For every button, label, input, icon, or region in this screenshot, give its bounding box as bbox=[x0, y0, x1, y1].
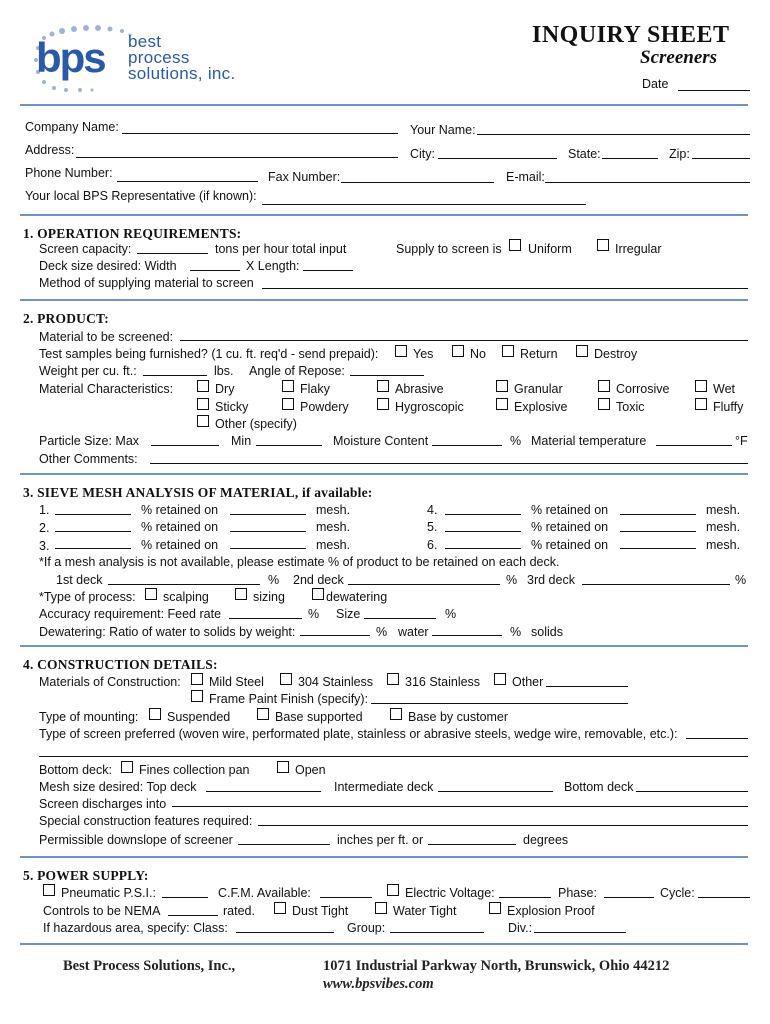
sieve-num-5: 5. bbox=[427, 520, 438, 534]
pneumatic-checkbox[interactable] bbox=[43, 884, 55, 896]
footer-address: 1071 Industrial Parkway North, Brunswick, Ohio 44212 bbox=[323, 958, 670, 974]
weight-field[interactable] bbox=[143, 375, 207, 376]
mat-temp-field[interactable] bbox=[656, 445, 732, 446]
voltage-field[interactable] bbox=[499, 897, 551, 898]
yes-checkbox[interactable] bbox=[395, 345, 407, 357]
bottom-label: Bottom deck bbox=[564, 780, 634, 794]
phase-label: Phase: bbox=[558, 886, 597, 900]
base-supported-checkbox[interactable] bbox=[257, 708, 269, 720]
sieve-pct-5-field[interactable] bbox=[445, 531, 521, 532]
dry-label: Dry bbox=[215, 382, 235, 396]
estimate-note: *If a mesh analysis is not available, please estimate % of product to be retained on each deck. bbox=[39, 555, 560, 569]
material-field[interactable] bbox=[180, 340, 748, 341]
logo-mark: bps bbox=[36, 34, 105, 81]
tons-label: tons per hour total input bbox=[215, 242, 347, 256]
fax-field[interactable] bbox=[341, 182, 494, 183]
x-length-label: X Length: bbox=[246, 259, 300, 273]
section-divider bbox=[20, 214, 748, 216]
inches-label: inches per ft. or bbox=[337, 833, 424, 847]
other-specify-label: Other (specify) bbox=[215, 417, 297, 431]
sieve-mesh-1-field[interactable] bbox=[230, 514, 306, 515]
moisture-label: Moisture Content bbox=[333, 434, 429, 448]
company-name-label: Company Name: bbox=[25, 120, 119, 134]
mesh-label: mesh. bbox=[316, 520, 351, 534]
email-label: E-mail: bbox=[506, 170, 545, 184]
phase-field[interactable] bbox=[604, 897, 654, 898]
corrosive-label: Corrosive bbox=[616, 382, 670, 396]
size-field[interactable] bbox=[364, 618, 436, 619]
other-comments-field[interactable] bbox=[150, 463, 748, 464]
weight-label: Weight per cu. ft.: bbox=[39, 364, 137, 378]
return-checkbox[interactable] bbox=[502, 345, 514, 357]
retained-label: % retained on bbox=[141, 538, 219, 552]
mounting-label: Type of mounting: bbox=[39, 710, 139, 724]
sieve-mesh-2-field[interactable] bbox=[230, 531, 306, 532]
base-customer-label: Base by customer bbox=[408, 710, 509, 724]
address-field[interactable] bbox=[76, 157, 398, 158]
div-label: Div.: bbox=[508, 921, 533, 935]
open-checkbox[interactable] bbox=[277, 761, 289, 773]
cfm-field[interactable] bbox=[320, 897, 372, 898]
pneumatic-label: Pneumatic P.S.I.: bbox=[61, 886, 156, 900]
screen-type-field[interactable] bbox=[686, 738, 748, 739]
mesh-label: mesh. bbox=[316, 503, 351, 517]
footer-company: Best Process Solutions, Inc., bbox=[63, 958, 236, 974]
process-label: *Type of process: bbox=[39, 590, 136, 604]
mesh-label: mesh. bbox=[316, 538, 351, 552]
cycle-label: Cycle: bbox=[660, 886, 695, 900]
cfm-label: C.F.M. Available: bbox=[218, 886, 311, 900]
section-divider bbox=[20, 943, 748, 945]
capacity-label: Screen capacity: bbox=[39, 242, 132, 256]
mat-temp-label: Material temperature bbox=[531, 434, 647, 448]
sieve-num-4: 4. bbox=[427, 503, 438, 517]
retained-label: % retained on bbox=[141, 503, 219, 517]
powdery-label: Powdery bbox=[300, 400, 349, 414]
deck-size-label: Deck size desired: Width bbox=[39, 259, 177, 273]
pneumatic-field[interactable] bbox=[162, 897, 208, 898]
abrasive-checkbox[interactable] bbox=[377, 380, 389, 392]
dewatering-label: dewatering bbox=[326, 590, 388, 604]
deck2-pct: % bbox=[506, 573, 518, 587]
address-label: Address: bbox=[25, 143, 75, 157]
downslope-label: Permissible downslope of screener bbox=[39, 833, 233, 847]
sieve-pct-4-field[interactable] bbox=[445, 514, 521, 515]
particle-label: Particle Size: Max bbox=[39, 434, 140, 448]
deck3-field[interactable] bbox=[582, 584, 730, 585]
samples-label: Test samples being furnished? (1 cu. ft. req'd - send prepaid): bbox=[39, 347, 379, 361]
toxic-label: Toxic bbox=[616, 400, 645, 414]
mesh-label: mesh. bbox=[706, 520, 741, 534]
ss304-label: 304 Stainless bbox=[298, 675, 374, 689]
section-1-heading: 1. OPERATION REQUIREMENTS: bbox=[23, 226, 242, 241]
fluffy-checkbox[interactable] bbox=[695, 398, 707, 410]
paint-field[interactable] bbox=[371, 703, 628, 704]
class-field[interactable] bbox=[236, 932, 334, 933]
sticky-checkbox[interactable] bbox=[197, 398, 209, 410]
retained-label: % retained on bbox=[141, 520, 219, 534]
sieve-pct-2-field[interactable] bbox=[55, 531, 131, 532]
rep-field[interactable] bbox=[262, 204, 586, 205]
phone-field[interactable] bbox=[117, 181, 258, 182]
group-field[interactable] bbox=[390, 932, 484, 933]
state-field[interactable] bbox=[602, 158, 658, 159]
page-title: INQUIRY SHEET bbox=[532, 22, 730, 48]
intermediate-label: Intermediate deck bbox=[334, 780, 434, 794]
dewatering-checkbox[interactable] bbox=[312, 588, 324, 600]
dust-tight-label: Dust Tight bbox=[292, 904, 349, 918]
other-material-label: Other bbox=[512, 675, 544, 689]
dry-checkbox[interactable] bbox=[197, 380, 209, 392]
dewater-ratio-field[interactable] bbox=[300, 635, 370, 636]
sieve-mesh-5-field[interactable] bbox=[620, 531, 696, 532]
wet-checkbox[interactable] bbox=[695, 380, 707, 392]
city-field[interactable] bbox=[438, 158, 557, 159]
mild-steel-checkbox[interactable] bbox=[191, 673, 203, 685]
water-label: water bbox=[398, 625, 429, 639]
mesh-label: mesh. bbox=[706, 503, 741, 517]
ss316-label: 316 Stainless bbox=[405, 675, 481, 689]
paint-checkbox[interactable] bbox=[191, 690, 203, 702]
dewater-ratio-label: Dewatering: Ratio of water to solids by weight: bbox=[39, 625, 296, 639]
logo-text-best: best bbox=[128, 32, 162, 51]
other-material-checkbox[interactable] bbox=[494, 673, 506, 685]
deg-f-label: °F bbox=[735, 434, 748, 448]
section-3-heading: 3. SIEVE MESH ANALYSIS OF MATERIAL, if available: bbox=[23, 485, 373, 500]
paint-label: Frame Paint Finish (specify): bbox=[209, 692, 369, 706]
size-pct: % bbox=[445, 607, 457, 621]
sieve-pct-6-field[interactable] bbox=[445, 548, 521, 549]
mesh-size-label: Mesh size desired: Top deck bbox=[39, 780, 197, 794]
hygroscopic-label: Hygroscopic bbox=[395, 400, 464, 414]
method-field[interactable] bbox=[262, 288, 748, 289]
date-label: Date bbox=[642, 77, 669, 91]
degrees-label: degrees bbox=[523, 833, 569, 847]
hygroscopic-checkbox[interactable] bbox=[377, 398, 389, 410]
suspended-label: Suspended bbox=[167, 710, 231, 724]
base-supported-label: Base supported bbox=[275, 710, 363, 724]
solids-label: solids bbox=[531, 625, 563, 639]
irregular-checkbox[interactable] bbox=[597, 239, 609, 251]
special-label: Special construction features required: bbox=[39, 814, 253, 828]
materials-label: Materials of Construction: bbox=[39, 675, 181, 689]
section-2-heading: 2. PRODUCT: bbox=[23, 311, 109, 326]
rep-label: Your local BPS Representative (if known): bbox=[25, 189, 257, 203]
no-checkbox[interactable] bbox=[452, 345, 464, 357]
other-specify-checkbox[interactable] bbox=[197, 415, 209, 427]
section-divider bbox=[20, 299, 748, 301]
downslope-degrees-field[interactable] bbox=[428, 844, 516, 845]
characteristics-label: Material Characteristics: bbox=[39, 382, 174, 396]
material-label: Material to be screened: bbox=[39, 330, 174, 344]
voltage-checkbox[interactable] bbox=[387, 884, 399, 896]
destroy-label: Destroy bbox=[594, 347, 638, 361]
deck1-field[interactable] bbox=[108, 584, 260, 585]
div-field[interactable] bbox=[534, 932, 626, 933]
wet-label: Wet bbox=[713, 382, 735, 396]
cycle-field[interactable] bbox=[698, 897, 750, 898]
top-deck-field[interactable] bbox=[206, 791, 321, 792]
return-label: Return bbox=[520, 347, 558, 361]
powdery-checkbox[interactable] bbox=[282, 398, 294, 410]
sieve-mesh-3-field[interactable] bbox=[230, 548, 306, 549]
retained-label: % retained on bbox=[531, 538, 609, 552]
sieve-num-3: 3. bbox=[39, 539, 50, 553]
sieve-pct-3-field[interactable] bbox=[55, 548, 131, 549]
group-label: Group: bbox=[347, 921, 386, 935]
deck3-label: 3rd deck bbox=[527, 573, 575, 587]
moisture-pct-label: % bbox=[510, 434, 522, 448]
bottom-deck-label: Bottom deck: bbox=[39, 763, 112, 777]
your-name-field[interactable] bbox=[477, 134, 750, 135]
abrasive-label: Abrasive bbox=[395, 382, 444, 396]
bottom-mesh-field[interactable] bbox=[636, 791, 748, 792]
downslope-inches-field[interactable] bbox=[238, 844, 330, 845]
mild-steel-label: Mild Steel bbox=[209, 675, 264, 689]
deck1-pct: % bbox=[268, 573, 280, 587]
voltage-label: Electric Voltage: bbox=[405, 886, 495, 900]
logo-text-process: process bbox=[128, 48, 190, 67]
destroy-checkbox[interactable] bbox=[576, 345, 588, 357]
moisture-field[interactable] bbox=[432, 445, 502, 446]
dust-tight-checkbox[interactable] bbox=[274, 902, 286, 914]
retained-label: % retained on bbox=[531, 503, 609, 517]
no-label: No bbox=[470, 347, 486, 361]
mesh-label: mesh. bbox=[706, 538, 741, 552]
fines-label: Fines collection pan bbox=[139, 763, 250, 777]
particle-max-field[interactable] bbox=[151, 445, 219, 446]
zip-field[interactable] bbox=[692, 158, 750, 159]
granular-label: Granular bbox=[514, 382, 563, 396]
feed-rate-field[interactable] bbox=[229, 618, 302, 619]
yes-label: Yes bbox=[413, 347, 434, 361]
zip-label: Zip: bbox=[669, 147, 690, 161]
water-tight-checkbox[interactable] bbox=[375, 902, 387, 914]
logo-text-solutions: solutions, inc. bbox=[128, 64, 236, 83]
your-name-label: Your Name: bbox=[410, 123, 476, 137]
corrosive-checkbox[interactable] bbox=[598, 380, 610, 392]
accuracy-label: Accuracy requirement: Feed rate bbox=[39, 607, 222, 621]
deck1-label: 1st deck bbox=[56, 573, 103, 587]
repose-field[interactable] bbox=[350, 375, 424, 376]
fluffy-label: Fluffy bbox=[713, 400, 744, 414]
section-divider bbox=[20, 856, 748, 858]
method-label: Method of supplying material to screen bbox=[39, 276, 254, 290]
min-label: Min bbox=[231, 434, 252, 448]
screen-type-field-2[interactable] bbox=[39, 756, 748, 757]
hazardous-label: If hazardous area, specify: Class: bbox=[43, 921, 228, 935]
lbs-label: lbs. bbox=[214, 364, 234, 378]
phone-label: Phone Number: bbox=[25, 166, 113, 180]
nema-field[interactable] bbox=[168, 915, 218, 916]
sieve-num-1: 1. bbox=[39, 503, 50, 517]
granular-checkbox[interactable] bbox=[496, 380, 508, 392]
city-label: City: bbox=[410, 147, 435, 161]
irregular-label: Irregular bbox=[615, 242, 662, 256]
uniform-checkbox[interactable] bbox=[509, 239, 521, 251]
section-5-heading: 5. POWER SUPPLY: bbox=[23, 868, 149, 883]
open-label: Open bbox=[295, 763, 326, 777]
deck3-pct: % bbox=[735, 573, 747, 587]
water-tight-label: Water Tight bbox=[393, 904, 457, 918]
company-name-field[interactable] bbox=[122, 133, 398, 134]
ss316-checkbox[interactable] bbox=[387, 673, 399, 685]
explosion-proof-checkbox[interactable] bbox=[489, 902, 501, 914]
sieve-pct-1-field[interactable] bbox=[55, 514, 131, 515]
solids-pct: % bbox=[510, 625, 522, 639]
base-customer-checkbox[interactable] bbox=[390, 708, 402, 720]
sticky-label: Sticky bbox=[215, 400, 249, 414]
ss304-checkbox[interactable] bbox=[280, 673, 292, 685]
intermediate-field[interactable] bbox=[438, 791, 553, 792]
footer-website[interactable]: www.bpsvibes.com bbox=[323, 976, 434, 992]
special-field[interactable] bbox=[258, 825, 748, 826]
scalping-checkbox[interactable] bbox=[145, 588, 157, 600]
company-logo bbox=[30, 20, 270, 92]
sizing-checkbox[interactable] bbox=[235, 588, 247, 600]
supply-label: Supply to screen is bbox=[396, 242, 502, 256]
fax-label: Fax Number: bbox=[268, 170, 341, 184]
explosion-proof-label: Explosion Proof bbox=[507, 904, 595, 918]
section-divider bbox=[20, 645, 748, 647]
feed-rate-pct: % bbox=[308, 607, 320, 621]
page-subtitle: Screeners bbox=[640, 47, 718, 68]
uniform-label: Uniform bbox=[528, 242, 572, 256]
repose-label: Angle of Repose: bbox=[249, 364, 345, 378]
other-comments-label: Other Comments: bbox=[39, 452, 138, 466]
explosive-label: Explosive bbox=[514, 400, 568, 414]
discharges-field[interactable] bbox=[172, 806, 748, 807]
capacity-field[interactable] bbox=[137, 253, 208, 254]
suspended-checkbox[interactable] bbox=[149, 708, 161, 720]
sizing-label: sizing bbox=[253, 590, 285, 604]
sieve-num-2: 2. bbox=[39, 521, 50, 535]
fines-checkbox[interactable] bbox=[121, 761, 133, 773]
deck2-label: 2nd deck bbox=[293, 573, 344, 587]
particle-min-field[interactable] bbox=[256, 445, 322, 446]
retained-label: % retained on bbox=[531, 520, 609, 534]
discharges-label: Screen discharges into bbox=[39, 797, 167, 811]
screen-type-label: Type of screen preferred (woven wire, performated plate, stainless or abrasive steels, wedge wire, removable, etc.): bbox=[39, 727, 678, 741]
sieve-num-6: 6. bbox=[427, 538, 438, 552]
flaky-checkbox[interactable] bbox=[282, 380, 294, 392]
deck2-field[interactable] bbox=[348, 584, 500, 585]
section-divider bbox=[20, 473, 748, 475]
sieve-mesh-4-field[interactable] bbox=[620, 514, 696, 515]
state-label: State: bbox=[568, 147, 601, 161]
section-4-heading: 4. CONSTRUCTION DETAILS: bbox=[23, 657, 218, 672]
section-divider bbox=[20, 104, 748, 106]
x-length-field[interactable] bbox=[303, 270, 353, 271]
size-label: Size bbox=[336, 607, 361, 621]
flaky-label: Flaky bbox=[300, 382, 330, 396]
explosive-checkbox[interactable] bbox=[496, 398, 508, 410]
rated-label: rated. bbox=[223, 904, 255, 918]
nema-label: Controls to be NEMA bbox=[43, 904, 161, 918]
scalping-label: scalping bbox=[163, 590, 209, 604]
other-material-field[interactable] bbox=[546, 686, 628, 687]
water-pct: % bbox=[376, 625, 388, 639]
date-field[interactable] bbox=[678, 90, 750, 91]
solids-field[interactable] bbox=[432, 635, 502, 636]
toxic-checkbox[interactable] bbox=[598, 398, 610, 410]
sieve-mesh-6-field[interactable] bbox=[620, 548, 696, 549]
deck-width-field[interactable] bbox=[190, 270, 240, 271]
email-field[interactable] bbox=[545, 182, 750, 183]
